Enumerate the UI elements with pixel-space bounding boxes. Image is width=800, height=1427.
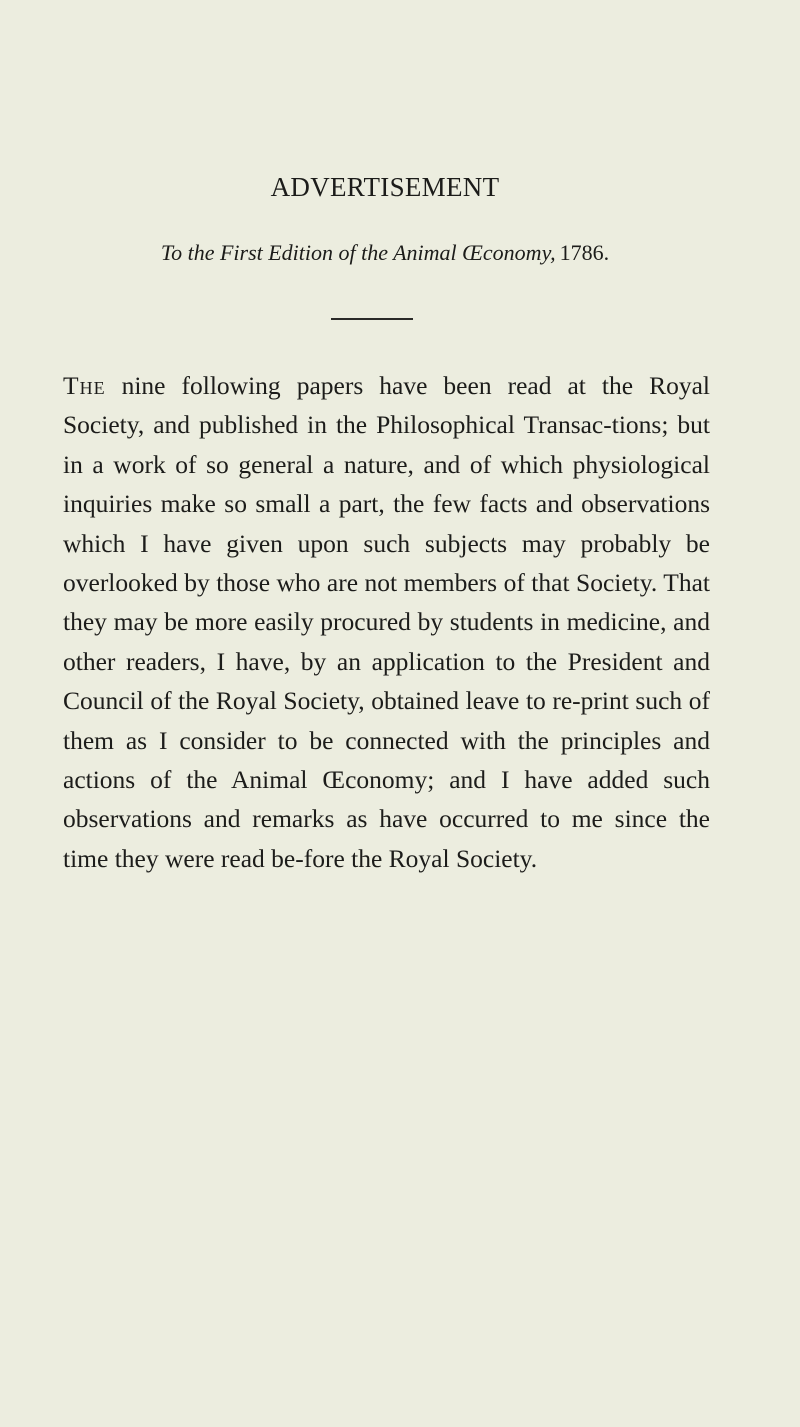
opening-word: The (63, 371, 106, 400)
body-paragraph-text: nine following papers have been read at the Royal Society, and published in the Philosophical Transac-tions; but in a work of so general a nature, and of which physiological inquiries make so small a part, the few facts and observations which I have given upon such subjects may probably be overlooked by those who are not members of that Society. That they may be more easily procured by students in medicine, and other readers, I have, by an application to the President and Council of the Royal Society, obtained leave to re-print such of them as I consider to be connected with the principles and actions of the Animal Œconomy; and I have added such observations and remarks as have occurred to me since the time they were read be-fore the Royal Society. (63, 371, 710, 873)
subtitle-year: 1786. (559, 240, 610, 265)
section-divider (331, 318, 413, 320)
subtitle-italic-text: To the First Edition of the Animal Œconomy, (160, 240, 556, 265)
subtitle (0, 240, 770, 266)
body-paragraph (63, 366, 710, 878)
page-title: ADVERTISEMENT (270, 172, 500, 202)
